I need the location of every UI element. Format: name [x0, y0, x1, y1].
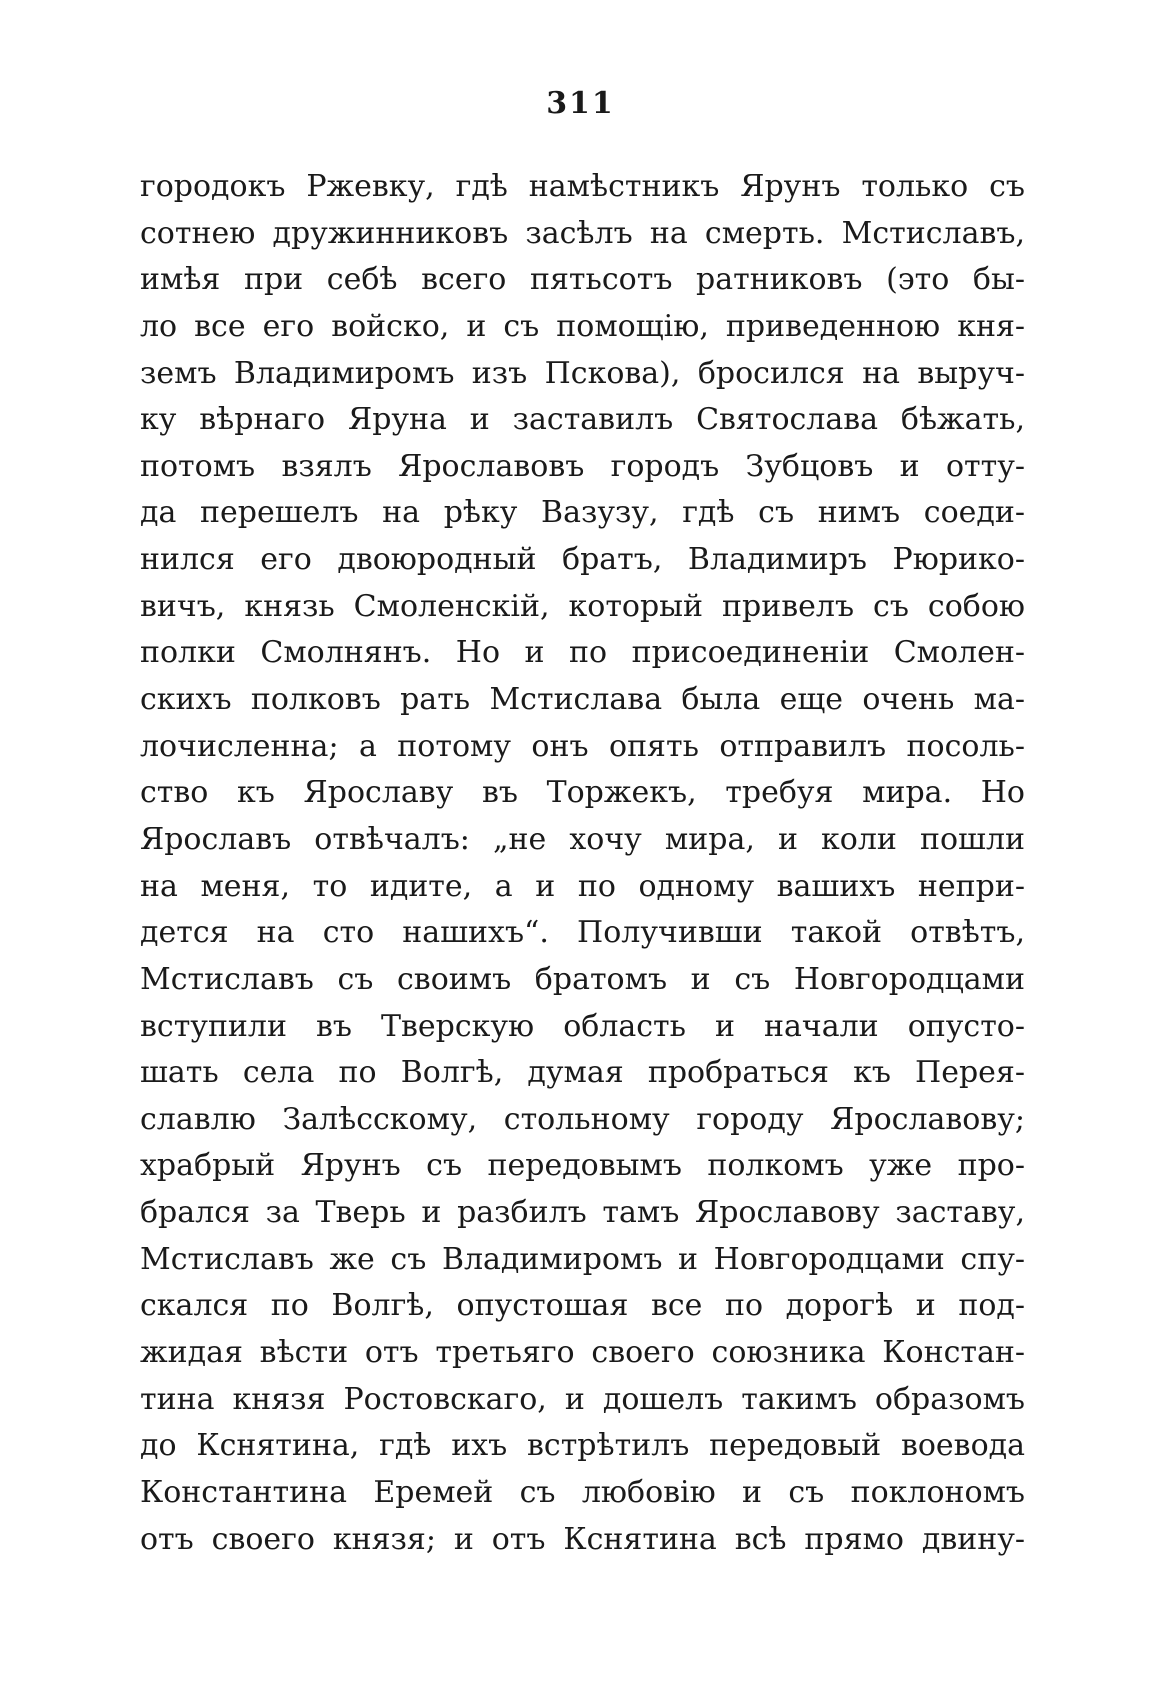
- text-line: Константина Еремей съ любовію и съ поклономъ: [140, 1474, 1025, 1510]
- text-line: вступили въ Тверскую область и начали опусто-: [140, 1008, 1025, 1044]
- text-line: до Кснятина, гдѣ ихъ встрѣтилъ передовый воевода: [140, 1428, 1025, 1464]
- text-line: жидая вѣсти отъ третьяго своего союзника Констан-: [140, 1335, 1025, 1371]
- text-line: городокъ Ржевку, гдѣ намѣстникъ Ярунъ только съ: [140, 169, 1025, 204]
- text-line: вичъ, князь Смоленскій, который привелъ съ собою: [140, 588, 1025, 624]
- text-line: скихъ полковъ рать Мстислава была еще очень ма-: [140, 682, 1025, 718]
- page-number: 311: [546, 86, 615, 121]
- text-body: [140, 164, 1025, 1563]
- text-line: Мстиславъ же съ Владимиромъ и Новгородцами спу-: [140, 1241, 1025, 1277]
- text-line: дется на сто нашихъ“. Получивши такой отвѣтъ,: [140, 915, 1025, 951]
- text-line: ку вѣрнаго Яруна и заставилъ Святослава бѣжать,: [140, 402, 1025, 438]
- text-line: имѣя при себѣ всего пятьсотъ ратниковъ (это бы-: [140, 262, 1025, 298]
- text-line: Ярославъ отвѣчалъ: „не хочу мира, и коли пошли: [140, 821, 1025, 857]
- text-line: нился его двоюродный братъ, Владимиръ Рюрико-: [140, 542, 1025, 578]
- text-line: ство къ Ярославу въ Торжекъ, требуя мира. Но: [140, 775, 1025, 811]
- text-line: да перешелъ на рѣку Вазузу, гдѣ съ нимъ соеди-: [140, 495, 1025, 531]
- text-line: славлю Залѣсскому, стольному городу Ярославову;: [140, 1101, 1025, 1137]
- text-line: брался за Тверь и разбилъ тамъ Ярославову заставу,: [140, 1195, 1025, 1231]
- text-line: земъ Владимиромъ изъ Пскова), бросился на выруч-: [140, 355, 1025, 391]
- text-line: лочисленна; а потому онъ опять отправилъ посоль-: [140, 728, 1025, 764]
- text-line: на меня, то идите, а и по одному вашихъ непри-: [140, 868, 1025, 904]
- text-line: ло все его войско, и съ помощію, приведенною кня-: [140, 308, 1025, 344]
- text-line: тина князя Ростовскаго, и дошелъ такимъ образомъ: [140, 1381, 1025, 1417]
- text-line: шать села по Волгѣ, думая пробраться къ Перея-: [140, 1055, 1025, 1091]
- text-line: потомъ взялъ Ярославовъ городъ Зубцовъ и отту-: [140, 448, 1025, 484]
- text-line: скался по Волгѣ, опустошая все по дорогѣ и под-: [140, 1288, 1025, 1324]
- text-line: Мстиславъ съ своимъ братомъ и съ Новгородцами: [140, 961, 1025, 997]
- text-line: сотнею дружинниковъ засѣлъ на смерть. Мстиславъ,: [140, 215, 1025, 251]
- text-line: храбрый Ярунъ съ передовымъ полкомъ уже про-: [140, 1148, 1025, 1184]
- text-line: полки Смолнянъ. Но и по присоединеніи Смолен-: [140, 635, 1025, 671]
- text-line: отъ своего князя; и отъ Кснятина всѣ прямо двину-: [140, 1521, 1025, 1557]
